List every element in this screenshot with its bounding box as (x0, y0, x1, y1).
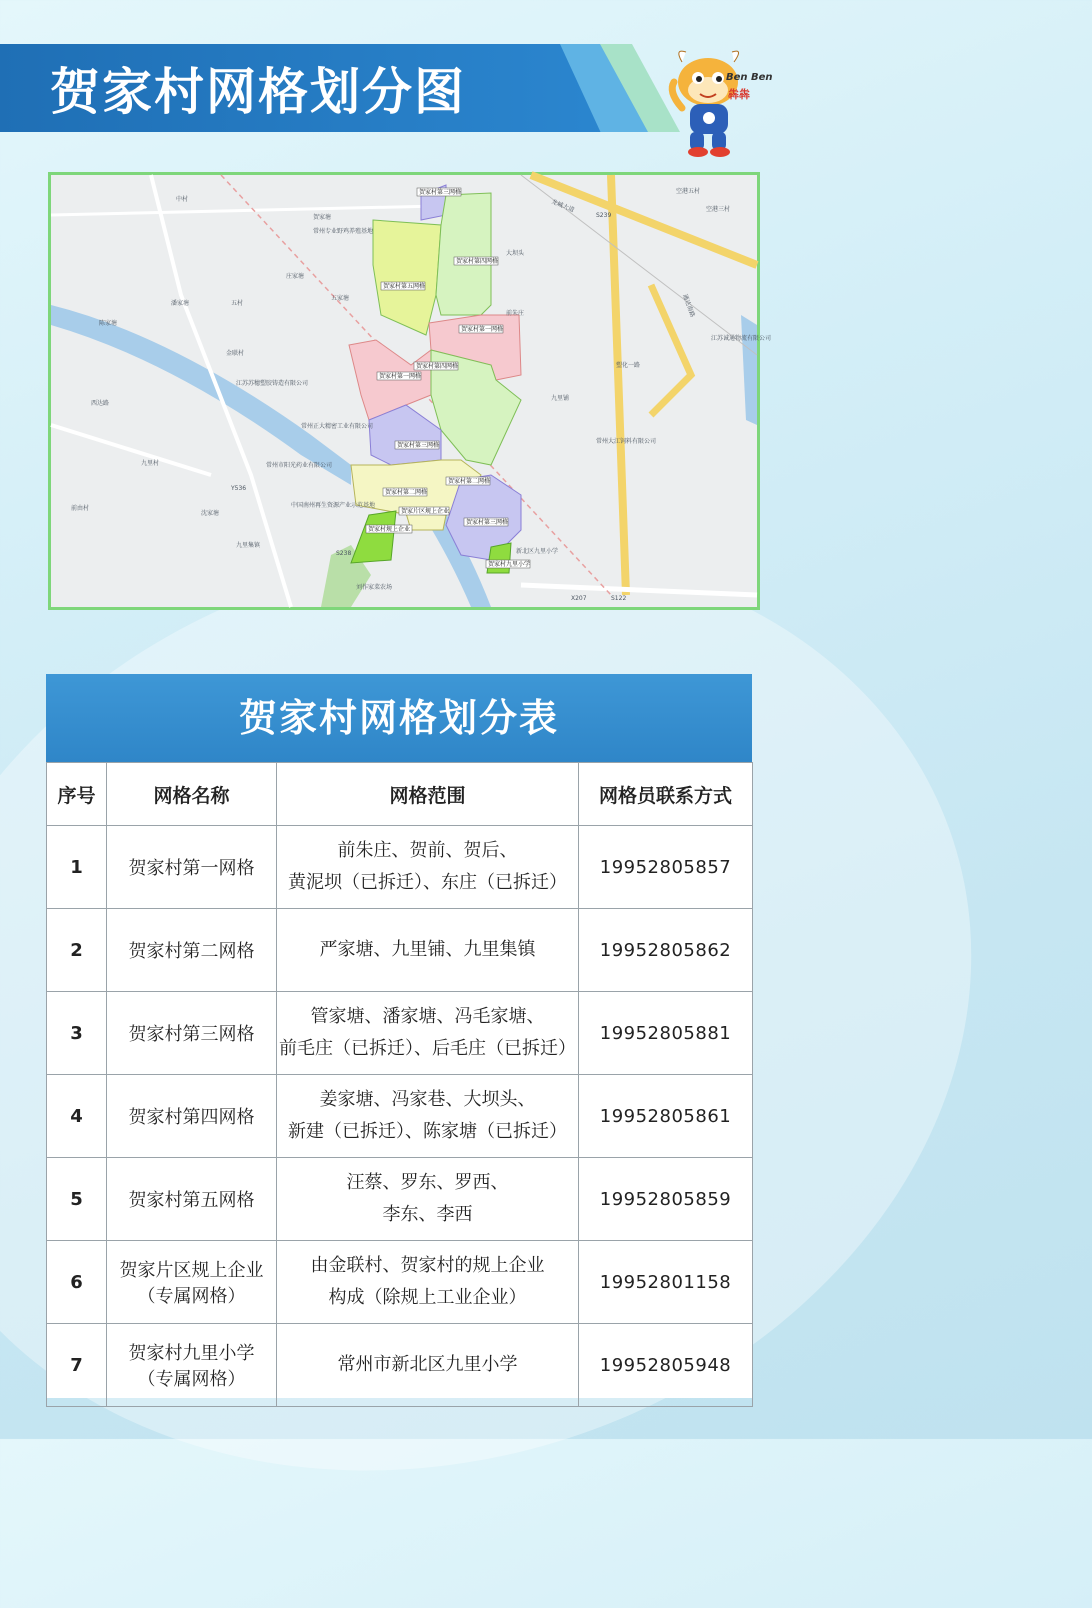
grid-range (277, 992, 579, 1075)
grid-name-line: （专属网格） (137, 1286, 246, 1307)
grid-name (107, 1324, 277, 1407)
contact-phone[interactable]: 19952805948 (579, 1324, 753, 1407)
grid-range-line: 汪蔡、罗东、罗西、 (346, 1172, 509, 1193)
grid-table-card (46, 674, 752, 1398)
grid-label: 贺家村第一网格 (461, 326, 504, 333)
contact-phone[interactable]: 19952801158 (579, 1241, 753, 1324)
place: 沈家塘 (201, 510, 220, 517)
place: 常州专业野鸡养殖基地 (313, 228, 374, 235)
place: Y536 (231, 485, 247, 492)
table-row (47, 1075, 753, 1158)
place: 新北区九里小学 (516, 548, 559, 555)
grid-range-line: 新建（已拆迁）、陈家塘（已拆迁） (288, 1121, 567, 1142)
grid-label: 贺家村第五网格 (383, 283, 426, 290)
place: 庄家塘 (286, 273, 305, 280)
grid-range-line: 李东、李西 (382, 1204, 473, 1225)
table-row (47, 1241, 753, 1324)
contact-phone[interactable]: 19952805881 (579, 992, 753, 1075)
grid-range-line: 严家塘、九里铺、九里集镇 (319, 939, 536, 960)
row-number: 5 (47, 1158, 107, 1241)
grid-label: 贺家村九里小学 (488, 561, 531, 568)
grid-name (107, 1241, 277, 1324)
place: 陈家塘 (99, 320, 118, 327)
grid-name-line: 贺家村第三网格 (128, 1024, 255, 1045)
place: 九里村 (141, 460, 160, 467)
col-header-name: 网格名称 (107, 763, 277, 826)
place: S122 (611, 595, 627, 602)
grid-4-north (436, 193, 491, 315)
grid-label: 贺家村第一网格 (379, 373, 422, 380)
grid-name-line: （专属网格） (137, 1369, 246, 1390)
grid-label: 贺家村规上企业 (368, 526, 411, 533)
grid-label: 贺家村第二网格 (385, 489, 428, 496)
table-header-row (47, 763, 753, 826)
grid-name-line: 贺家片区规上企业 (119, 1260, 264, 1281)
row-number: 2 (47, 909, 107, 992)
place: 常州正大精密工业有限公司 (301, 423, 374, 430)
grid-label: 贺家村第二网格 (448, 478, 491, 485)
place: 通达南路 (681, 293, 696, 319)
place: X207 (571, 595, 587, 602)
place: 龙城大道 (550, 198, 576, 214)
place: 西达路 (91, 400, 110, 407)
place: S238 (336, 550, 352, 557)
page-title: 贺家村网格划分图 (50, 63, 466, 121)
place: 贺家塘 (313, 214, 332, 221)
grid-name-line: 贺家村第四网格 (128, 1107, 255, 1128)
place: 九里铺 (551, 395, 570, 402)
col-header-range: 网格范围 (277, 763, 579, 826)
grid-range-line: 由金联村、贺家村的规上企业 (310, 1255, 545, 1276)
table-row (47, 1158, 753, 1241)
grid-name (107, 1158, 277, 1241)
table-title: 贺家村网格划分表 (46, 674, 752, 762)
grid-label: 贺家村第三网格 (397, 442, 440, 449)
grid-range-line: 黄泥坝（已拆迁）、东庄（已拆迁） (288, 872, 567, 893)
place: 常州大江饲料有限公司 (596, 438, 657, 445)
row-number: 7 (47, 1324, 107, 1407)
grid-name (107, 826, 277, 909)
grid-table (46, 762, 753, 1407)
place: 大坝头 (506, 250, 525, 257)
place: 中村 (176, 196, 189, 203)
place: 潘家塘 (171, 300, 190, 307)
place: 常州市阳光药业有限公司 (266, 462, 333, 469)
contact-phone[interactable]: 19952805859 (579, 1158, 753, 1241)
grid-name-line: 贺家村第五网格 (128, 1190, 255, 1211)
col-header-contact: 网格员联系方式 (579, 763, 753, 826)
grid-range (277, 909, 579, 992)
row-number: 6 (47, 1241, 107, 1324)
grid-name (107, 909, 277, 992)
grid-range-line: 前朱庄、贺前、贺后、 (337, 840, 518, 861)
mascot-label-en: Ben Ben (726, 72, 773, 83)
grid-name (107, 992, 277, 1075)
grid-school (487, 543, 511, 573)
grid-map (48, 172, 772, 610)
row-number: 4 (47, 1075, 107, 1158)
mascot-label-cn: 犇犇 (728, 88, 750, 101)
place: 中国南州再生资源产业示范基地 (291, 502, 376, 509)
table-row (47, 1324, 753, 1407)
place: 前由村 (71, 505, 90, 512)
table-body (47, 826, 753, 1407)
map-canvas (51, 175, 772, 607)
grid-name-line: 贺家村第二网格 (128, 941, 255, 962)
place: 前朱庄 (506, 310, 525, 317)
contact-phone[interactable]: 19952805857 (579, 826, 753, 909)
grid-range (277, 1158, 579, 1241)
place: 金联村 (226, 350, 245, 357)
row-number: 3 (47, 992, 107, 1075)
place: 五家塘 (331, 295, 350, 302)
contact-phone[interactable]: 19952805861 (579, 1075, 753, 1158)
grid-label: 贺家村第四网格 (416, 363, 459, 370)
mascot-icon (660, 38, 780, 163)
grid-range-line: 常州市新北区九里小学 (337, 1354, 518, 1375)
place: 塑化一路 (616, 362, 641, 369)
place: 刘作家菜农场 (356, 584, 393, 591)
table-row (47, 909, 753, 992)
grid-range (277, 826, 579, 909)
grid-name (107, 1075, 277, 1158)
grid-range-line: 管家塘、潘家塘、冯毛家塘、 (310, 1006, 545, 1027)
grid-name-line: 贺家村九里小学 (128, 1343, 255, 1364)
col-header-no: 序号 (47, 763, 107, 826)
grid-label: 贺家村第三网格 (419, 189, 462, 196)
grid-label: 贺家村第三网格 (466, 519, 509, 526)
place: 九里集镇 (236, 542, 261, 549)
contact-phone[interactable]: 19952805862 (579, 909, 753, 992)
grid-range (277, 1324, 579, 1407)
place: 江苏诚通物流有限公司 (711, 335, 772, 342)
grid-name-line: 贺家村第一网格 (128, 858, 255, 879)
grid-range (277, 1075, 579, 1158)
place: 江苏苏穗塑胶铸造有限公司 (236, 380, 309, 387)
place: 空港三村 (706, 206, 731, 213)
grid-range-line: 前毛庄（已拆迁）、后毛庄（已拆迁） (279, 1038, 576, 1059)
grid-label: 贺家片区规上企业 (401, 508, 450, 515)
grid-label: 贺家村第四网格 (456, 258, 499, 265)
place: 五村 (231, 300, 244, 307)
grid-range (277, 1241, 579, 1324)
table-row (47, 826, 753, 909)
table-row (47, 992, 753, 1075)
row-number: 1 (47, 826, 107, 909)
place: S239 (596, 212, 612, 219)
place: 空港五村 (676, 188, 701, 195)
grid-range-line: 姜家塘、冯家巷、大坝头、 (319, 1089, 536, 1110)
grid-range-line: 构成（除规上工业企业） (328, 1287, 527, 1308)
